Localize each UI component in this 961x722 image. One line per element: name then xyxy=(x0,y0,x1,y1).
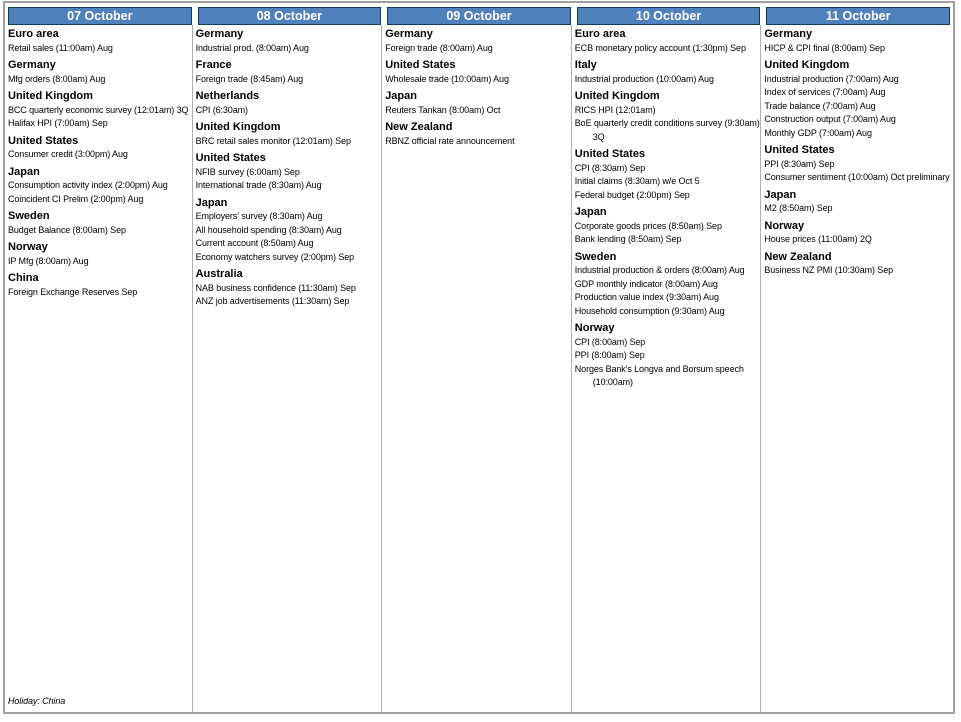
event-item: IP Mfg (8:00am) Aug xyxy=(8,255,89,266)
event-item: Household consumption (9:30am) Aug xyxy=(574,305,725,316)
country-section xyxy=(764,189,952,216)
country-heading: Germany xyxy=(8,59,56,71)
country-section xyxy=(8,135,194,162)
event-item: Index of services (7:00am) Aug xyxy=(764,87,886,97)
country-heading: Japan xyxy=(8,165,40,178)
day-header: 08 October xyxy=(198,7,382,25)
event-item: Monthly GDP (7:00am) Aug xyxy=(764,127,872,138)
day-header: 10 October xyxy=(577,7,761,25)
country-heading: Euro area xyxy=(8,28,59,40)
event-item: PPI (8:00am) Sep xyxy=(574,350,645,360)
event-item: Industrial production & orders (8:00am) Aug xyxy=(574,265,745,275)
day-header: 11 October xyxy=(766,7,950,25)
country-heading: United States xyxy=(8,134,79,147)
country-section xyxy=(8,210,194,237)
country-heading: Norway xyxy=(8,241,48,253)
country-section xyxy=(196,90,384,117)
event-item: Business NZ PMI (10:30am) Sep xyxy=(764,265,894,275)
event-item: Foreign Exchange Reserves Sep xyxy=(8,286,138,297)
country-heading: New Zealand xyxy=(764,250,832,263)
event-item: Budget Balance (8:00am) Sep xyxy=(8,224,126,235)
event-item: Corporate goods prices (8:50am) Sep xyxy=(574,220,722,231)
calendar-columns xyxy=(5,3,953,712)
event-item: Bank lending (8:50am) Sep xyxy=(574,234,682,244)
event-item: Coincident CI Prelim (2:00pm) Aug xyxy=(8,193,144,204)
country-section xyxy=(575,59,763,86)
country-section xyxy=(8,28,194,55)
country-section xyxy=(575,148,763,202)
country-heading: United States xyxy=(574,148,646,160)
day-header: 07 October xyxy=(8,7,192,25)
country-section xyxy=(8,166,194,207)
country-section xyxy=(196,268,384,309)
day-column xyxy=(574,3,764,712)
event-item: Foreign trade (8:45am) Aug xyxy=(195,73,304,84)
event-item: Initial claims (8:30am) w/e Oct 5 xyxy=(574,176,700,186)
event-item: Trade balance (7:00am) Aug xyxy=(764,100,876,111)
event-item: NAB business confidence (11:30am) Sep xyxy=(195,282,356,293)
country-heading: New Zealand xyxy=(385,121,453,133)
country-section xyxy=(8,241,194,268)
event-item: Consumer sentiment (10:00am) Oct preliminary xyxy=(764,172,950,182)
country-heading: France xyxy=(195,59,232,71)
event-item: RBNZ official rate announcement xyxy=(385,135,515,146)
event-item: CPI (8:30am) Sep xyxy=(574,162,646,173)
calendar-table xyxy=(3,1,955,714)
country-section xyxy=(764,220,952,247)
event-item: M2 (8:50am) Sep xyxy=(764,203,833,213)
event-item: Mfg orders (8:00am) Aug xyxy=(8,73,106,84)
event-item: HICP & CPI final (8:00am) Sep xyxy=(764,42,885,53)
event-item: NFIB survey (6:00am) Sep xyxy=(195,166,300,177)
country-heading: Japan xyxy=(764,188,797,201)
event-item: BCC quarterly economic survey (12:01am) 3Q xyxy=(8,104,189,115)
country-heading: United Kingdom xyxy=(8,90,93,102)
event-item: Reuters Tankan (8:00am) Oct xyxy=(385,104,501,115)
day-header: 09 October xyxy=(387,7,571,25)
day-column xyxy=(195,3,385,712)
event-item: Industrial production (10:00am) Aug xyxy=(574,73,714,84)
event-item: ECB monetary policy account (1:30pm) Sep xyxy=(574,42,746,53)
event-item: Industrial prod. (8:00am) Aug xyxy=(195,42,309,53)
event-item: BoE quarterly credit conditions survey (9:30am) 3Q xyxy=(574,118,760,142)
country-heading: Germany xyxy=(764,28,813,40)
country-section xyxy=(575,28,763,55)
event-item: RICS HPI (12:01am) xyxy=(574,104,656,115)
event-item: Current account (8:50am) Aug xyxy=(195,238,314,248)
day-body xyxy=(760,25,953,712)
event-item: International trade (8:30am) Aug xyxy=(195,180,322,190)
country-heading: United States xyxy=(195,152,266,164)
day-body xyxy=(192,25,385,712)
country-heading: Sweden xyxy=(8,210,50,222)
country-heading: Germany xyxy=(195,28,244,40)
event-item: PPI (8:30am) Sep xyxy=(764,158,835,169)
event-item: Halifax HPI (7:00am) Sep xyxy=(8,118,108,128)
country-heading: Sweden xyxy=(574,250,617,263)
country-section xyxy=(575,251,763,319)
day-column xyxy=(763,3,953,712)
country-section xyxy=(196,59,384,86)
event-item: ANZ job advertisements (11:30am) Sep xyxy=(195,296,350,306)
country-section xyxy=(764,144,952,185)
country-heading: Italy xyxy=(574,59,597,71)
country-section xyxy=(764,59,952,140)
holiday-note: Holiday: China xyxy=(8,696,66,706)
event-item: GDP monthly indicator (8:00am) Aug xyxy=(574,278,718,289)
day-column xyxy=(384,3,574,712)
country-section xyxy=(196,197,384,265)
country-section xyxy=(196,152,384,193)
country-section xyxy=(575,90,763,144)
day-body xyxy=(5,25,195,712)
event-item: Production value index (9:30am) Aug xyxy=(574,292,719,302)
country-heading: Netherlands xyxy=(195,90,260,102)
country-heading: Germany xyxy=(385,28,433,40)
event-item: BRC retail sales monitor (12:01am) Sep xyxy=(195,135,351,146)
country-heading: China xyxy=(8,272,39,284)
country-section xyxy=(8,90,194,131)
country-heading: United Kingdom xyxy=(764,59,850,71)
event-item: CPI (8:00am) Sep xyxy=(574,336,646,347)
country-section xyxy=(8,272,194,299)
event-item: Consumption activity index (2:00pm) Aug xyxy=(8,180,168,190)
event-item: Consumer credit (3:00pm) Aug xyxy=(8,149,128,159)
day-body xyxy=(571,25,764,712)
country-section xyxy=(385,28,573,55)
country-section xyxy=(385,121,573,148)
event-item: Wholesale trade (10:00am) Aug xyxy=(385,73,509,84)
country-heading: Australia xyxy=(195,268,243,280)
country-heading: Japan xyxy=(574,206,607,218)
country-section xyxy=(385,90,573,117)
country-heading: Japan xyxy=(385,90,417,102)
country-section xyxy=(385,59,573,86)
country-section xyxy=(575,206,763,247)
country-section xyxy=(764,251,952,278)
country-heading: United States xyxy=(764,144,835,156)
event-item: House prices (11:00am) 2Q xyxy=(764,234,872,244)
country-heading: Euro area xyxy=(574,28,626,40)
country-heading: Norway xyxy=(764,219,805,232)
country-heading: Japan xyxy=(195,196,228,209)
event-item: Industrial production (7:00am) Aug xyxy=(764,73,899,84)
event-item: Employers' survey (8:30am) Aug xyxy=(195,211,323,221)
event-item: Federal budget (2:00pm) Sep xyxy=(574,189,690,200)
country-heading: United Kingdom xyxy=(574,90,660,102)
day-body xyxy=(381,25,574,712)
event-item: Foreign trade (8:00am) Aug xyxy=(385,42,493,53)
country-heading: United States xyxy=(385,59,456,71)
country-heading: United Kingdom xyxy=(195,121,281,133)
event-item: Retail sales (11:00am) Aug xyxy=(8,42,113,53)
country-section xyxy=(196,121,384,148)
country-heading: Norway xyxy=(574,322,615,334)
event-item: Norges Bank's Longva and Borsum speech (10:00am) xyxy=(574,363,744,387)
country-section xyxy=(196,28,384,55)
event-item: CPI (6:30am) xyxy=(195,104,248,115)
event-item: All household spending (8:30am) Aug xyxy=(195,224,342,235)
country-section xyxy=(764,28,952,55)
day-column xyxy=(5,3,195,712)
event-item: Economy watchers survey (2:00pm) Sep xyxy=(195,251,355,262)
country-section xyxy=(575,322,763,390)
event-item: Construction output (7:00am) Aug xyxy=(764,114,896,124)
country-section xyxy=(8,59,194,86)
